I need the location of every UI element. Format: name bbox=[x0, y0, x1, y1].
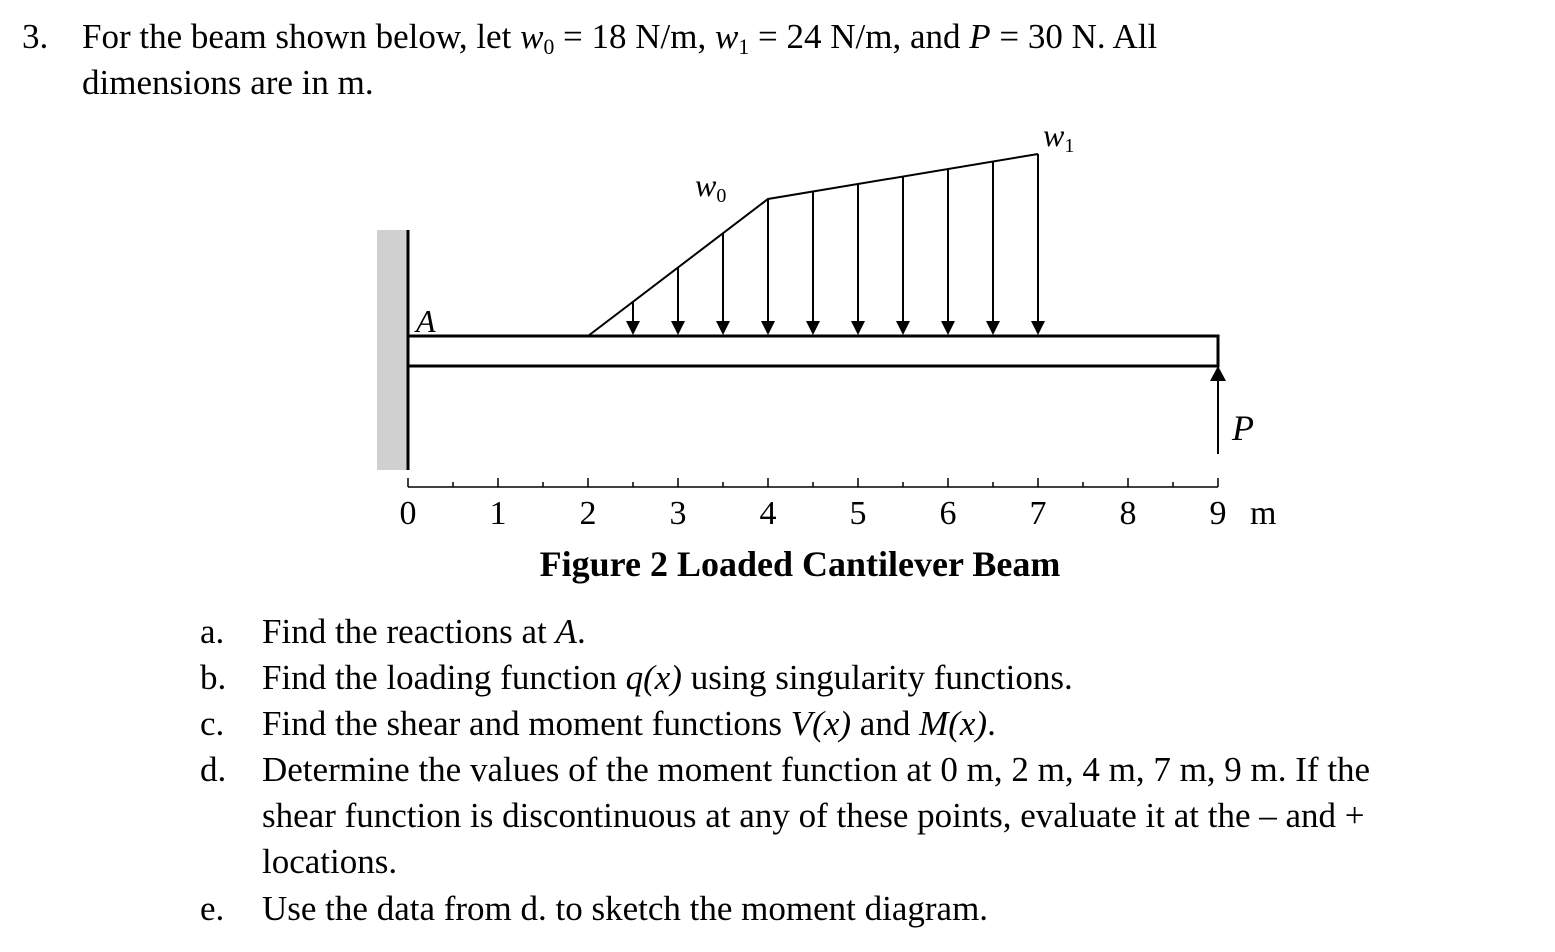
point-load-arrowhead bbox=[1210, 366, 1226, 381]
task-text bbox=[262, 612, 586, 652]
w1-symbol: w bbox=[715, 17, 739, 56]
task-text-segment: Use the data from d. to sketch the moment diagram. bbox=[262, 889, 989, 928]
w1-subscript: 1 bbox=[738, 35, 750, 60]
axis-tick-label: 6 bbox=[939, 495, 957, 532]
task-text-segment: Find the shear and moment functions bbox=[262, 704, 791, 743]
load-arrowhead bbox=[941, 321, 955, 335]
task-math-symbol: A bbox=[555, 612, 577, 651]
axis-tick-label: 3 bbox=[669, 495, 687, 532]
support-label-a: A bbox=[416, 303, 436, 339]
load-arrowhead bbox=[761, 321, 775, 335]
load-arrowhead bbox=[671, 321, 685, 335]
task-label: c. bbox=[200, 704, 225, 743]
w0-load-symbol: w bbox=[695, 167, 717, 203]
task-math-symbol: M(x) bbox=[919, 704, 988, 743]
task-text-line: locations. bbox=[262, 842, 398, 881]
task-label: e. bbox=[200, 889, 225, 928]
beam bbox=[408, 336, 1218, 366]
task-text bbox=[262, 658, 1073, 698]
task-label: d. bbox=[200, 750, 227, 789]
axis-tick-label: 2 bbox=[579, 495, 597, 532]
w1-load-subscript: 1 bbox=[1064, 135, 1075, 157]
task-text-line: shear function is discontinuous at any of these points, evaluate it at the – and + bbox=[262, 796, 1365, 835]
task-label: a. bbox=[200, 612, 225, 651]
task-text-segment: using singularity functions. bbox=[681, 658, 1073, 697]
w0-symbol: w bbox=[520, 17, 544, 56]
axis-tick-label: 1 bbox=[489, 495, 507, 532]
load-arrowhead bbox=[806, 321, 820, 335]
axis-tick-label: 9 bbox=[1209, 495, 1227, 532]
task-text-segment: . bbox=[987, 704, 996, 743]
equals-sign: = bbox=[749, 17, 787, 56]
equals-sign: = bbox=[554, 17, 592, 56]
task-math-symbol: V(x) bbox=[790, 704, 852, 743]
w1-load-symbol: w bbox=[1043, 117, 1065, 153]
axis-tick-label: 0 bbox=[399, 495, 417, 532]
axis-ticks bbox=[400, 478, 1227, 532]
point-load-label: P bbox=[1232, 408, 1254, 448]
load-arrowhead bbox=[1031, 321, 1045, 335]
w0-subscript: 0 bbox=[543, 35, 555, 60]
axis-unit: m bbox=[1250, 495, 1277, 532]
task-text-segment: and bbox=[851, 704, 920, 743]
figure-caption: Figure 2 Loaded Cantilever Beam bbox=[539, 544, 1061, 584]
axis-tick-label: 5 bbox=[849, 495, 867, 532]
equals-sign: = bbox=[990, 17, 1028, 56]
task-text-segment: Find the reactions at bbox=[262, 612, 556, 651]
problem-number: 3. bbox=[22, 17, 49, 56]
p-value: 30 N. All bbox=[1027, 17, 1158, 56]
problem-line-2: dimensions are in m. bbox=[82, 63, 374, 102]
w0-load-subscript: 0 bbox=[716, 185, 727, 207]
task-text-segment: . bbox=[576, 612, 586, 651]
beam-figure bbox=[0, 110, 1555, 540]
load-arrowhead bbox=[851, 321, 865, 335]
task-text bbox=[262, 889, 988, 929]
task-text-segment: Find the loading function bbox=[262, 658, 626, 697]
task-text bbox=[262, 704, 996, 744]
problem-intro: For the beam shown below, let bbox=[82, 17, 521, 56]
w0-value: 18 N/m, bbox=[591, 17, 716, 56]
load-arrowhead bbox=[716, 321, 730, 335]
w0-load-label bbox=[695, 167, 726, 207]
load-arrowhead bbox=[626, 321, 640, 335]
w1-load-label bbox=[1043, 117, 1074, 157]
load-arrowhead bbox=[986, 321, 1000, 335]
axis-tick-label: 4 bbox=[759, 495, 777, 532]
task-label: b. bbox=[200, 658, 227, 697]
task-text-line: Determine the values of the moment function at 0 m, 2 m, 4 m, 7 m, 9 m. If the bbox=[262, 750, 1371, 789]
p-symbol: P bbox=[969, 17, 991, 56]
w1-value: 24 N/m, and bbox=[786, 17, 970, 56]
task-math-symbol: q(x) bbox=[625, 658, 682, 697]
axis-tick-label: 8 bbox=[1119, 495, 1137, 532]
axis-tick-label: 7 bbox=[1029, 495, 1047, 532]
load-arrowhead bbox=[896, 321, 910, 335]
load-arrows bbox=[626, 154, 1045, 335]
fixed-wall bbox=[377, 230, 407, 470]
